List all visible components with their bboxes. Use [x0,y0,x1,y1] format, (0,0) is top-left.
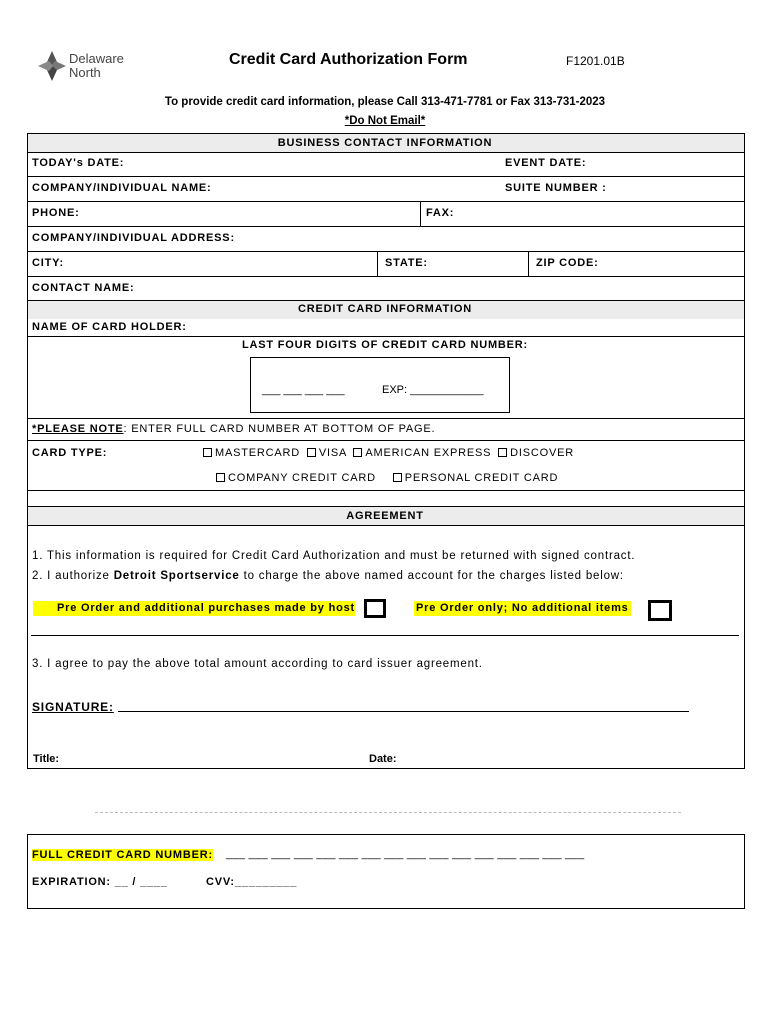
please-note-text: : ENTER FULL CARD NUMBER AT BOTTOM OF PAGE. [123,423,436,435]
option1-checkbox[interactable] [364,599,386,618]
last-four-blanks[interactable]: ___ ___ ___ ___ [262,384,345,396]
option2-checkbox[interactable] [648,600,672,621]
logo [37,50,132,84]
instructions: To provide credit card information, please Call 313-471-7781 or Fax 313-731-2023 [164,96,606,108]
item2-company: Detroit Sportservice [113,570,240,582]
visa-label: VISA [318,447,347,459]
item2-pre: 2. I authorize [32,570,114,582]
todays-date-label: TODAY's DATE: [32,157,125,169]
agreement-heading: AGREEMENT [346,510,424,522]
company-card-label: COMPANY CREDIT CARD [228,472,376,484]
option-preorder-additional [33,601,355,616]
card-type-options [203,447,574,459]
full-card-box [27,834,745,909]
company-card-option[interactable] [216,472,376,484]
option2-label: Pre Order only; No additional items [416,602,629,614]
business-heading: BUSINESS CONTACT INFORMATION [277,137,493,149]
amex-label: AMERICAN EXPRESS [365,447,492,459]
form-number: F1201.01B [566,54,625,68]
agreement-item-3: 3. I agree to pay the above total amount according to card issuer agreement. [32,658,483,670]
zip-label: ZIP CODE: [536,257,599,269]
event-date-label: EVENT DATE: [505,157,587,169]
do-not-email: *Do Not Email* [344,115,426,127]
expiration-field[interactable]: EXPIRATION: __ / ____ [32,876,168,888]
last-four-label: LAST FOUR DIGITS OF CREDIT CARD NUMBER: [241,339,529,351]
mastercard-option[interactable] [203,447,300,459]
option-preorder-only [414,601,631,616]
company-name-label: COMPANY/INDIVIDUAL NAME: [32,182,212,194]
full-card-label: FULL CREDIT CARD NUMBER: [32,849,213,861]
discover-label: DISCOVER [510,447,575,459]
discover-option[interactable] [498,447,574,459]
signature-label: SIGNATURE: [32,700,114,714]
checkbox-icon[interactable] [353,448,362,457]
visa-option[interactable] [307,447,347,459]
fax-label: FAX: [426,207,455,219]
amex-option[interactable] [353,447,491,459]
cvv-field[interactable]: CVV:_________ [206,876,298,888]
logo-text-line2: North [69,65,101,80]
checkbox-icon[interactable] [203,448,212,457]
contact-label: CONTACT NAME: [32,282,135,294]
please-note [32,423,435,435]
item2-post: to charge the above named account for the charges listed below: [239,570,624,582]
page-title: Credit Card Authorization Form [229,51,468,68]
please-note-label: *PLEASE NOTE [32,423,124,435]
date-label: Date: [369,753,397,765]
card-heading: CREDIT CARD INFORMATION [297,303,473,315]
city-label: CITY: [32,257,64,269]
address-label: COMPANY/INDIVIDUAL ADDRESS: [32,232,235,244]
checkbox-icon[interactable] [498,448,507,457]
signature-line[interactable] [118,711,689,712]
agreement-item-2 [32,570,624,582]
checkbox-icon[interactable] [216,473,225,482]
card-holder-label: NAME OF CARD HOLDER: [32,321,187,333]
suite-number-label: SUITE NUMBER : [505,182,607,194]
state-label: STATE: [385,257,428,269]
cut-line [95,812,681,813]
personal-card-label: PERSONAL CREDIT CARD [404,472,559,484]
mastercard-label: MASTERCARD [215,447,301,459]
agreement-item-1: 1. This information is required for Credit Card Authorization and must be returned with signed contract. [32,550,636,562]
exp-field[interactable]: EXP: ____________ [382,384,484,396]
title-label: Title: [33,753,60,765]
option1-label: Pre Order and additional purchases made by host [57,602,356,614]
full-card-blanks[interactable]: ___ ___ ___ ___ ___ ___ ___ ___ ___ ___ ___ ___ ___ ___ ___ ___ [226,848,585,860]
checkbox-icon[interactable] [307,448,316,457]
logo-text-line1: Delaware [69,51,124,66]
personal-card-option[interactable] [393,472,559,484]
phone-label: PHONE: [32,207,80,219]
card-type-label: CARD TYPE: [32,447,108,459]
card-kind-options [216,472,558,484]
checkbox-icon[interactable] [393,473,402,482]
delaware-north-logo-icon [37,50,67,82]
